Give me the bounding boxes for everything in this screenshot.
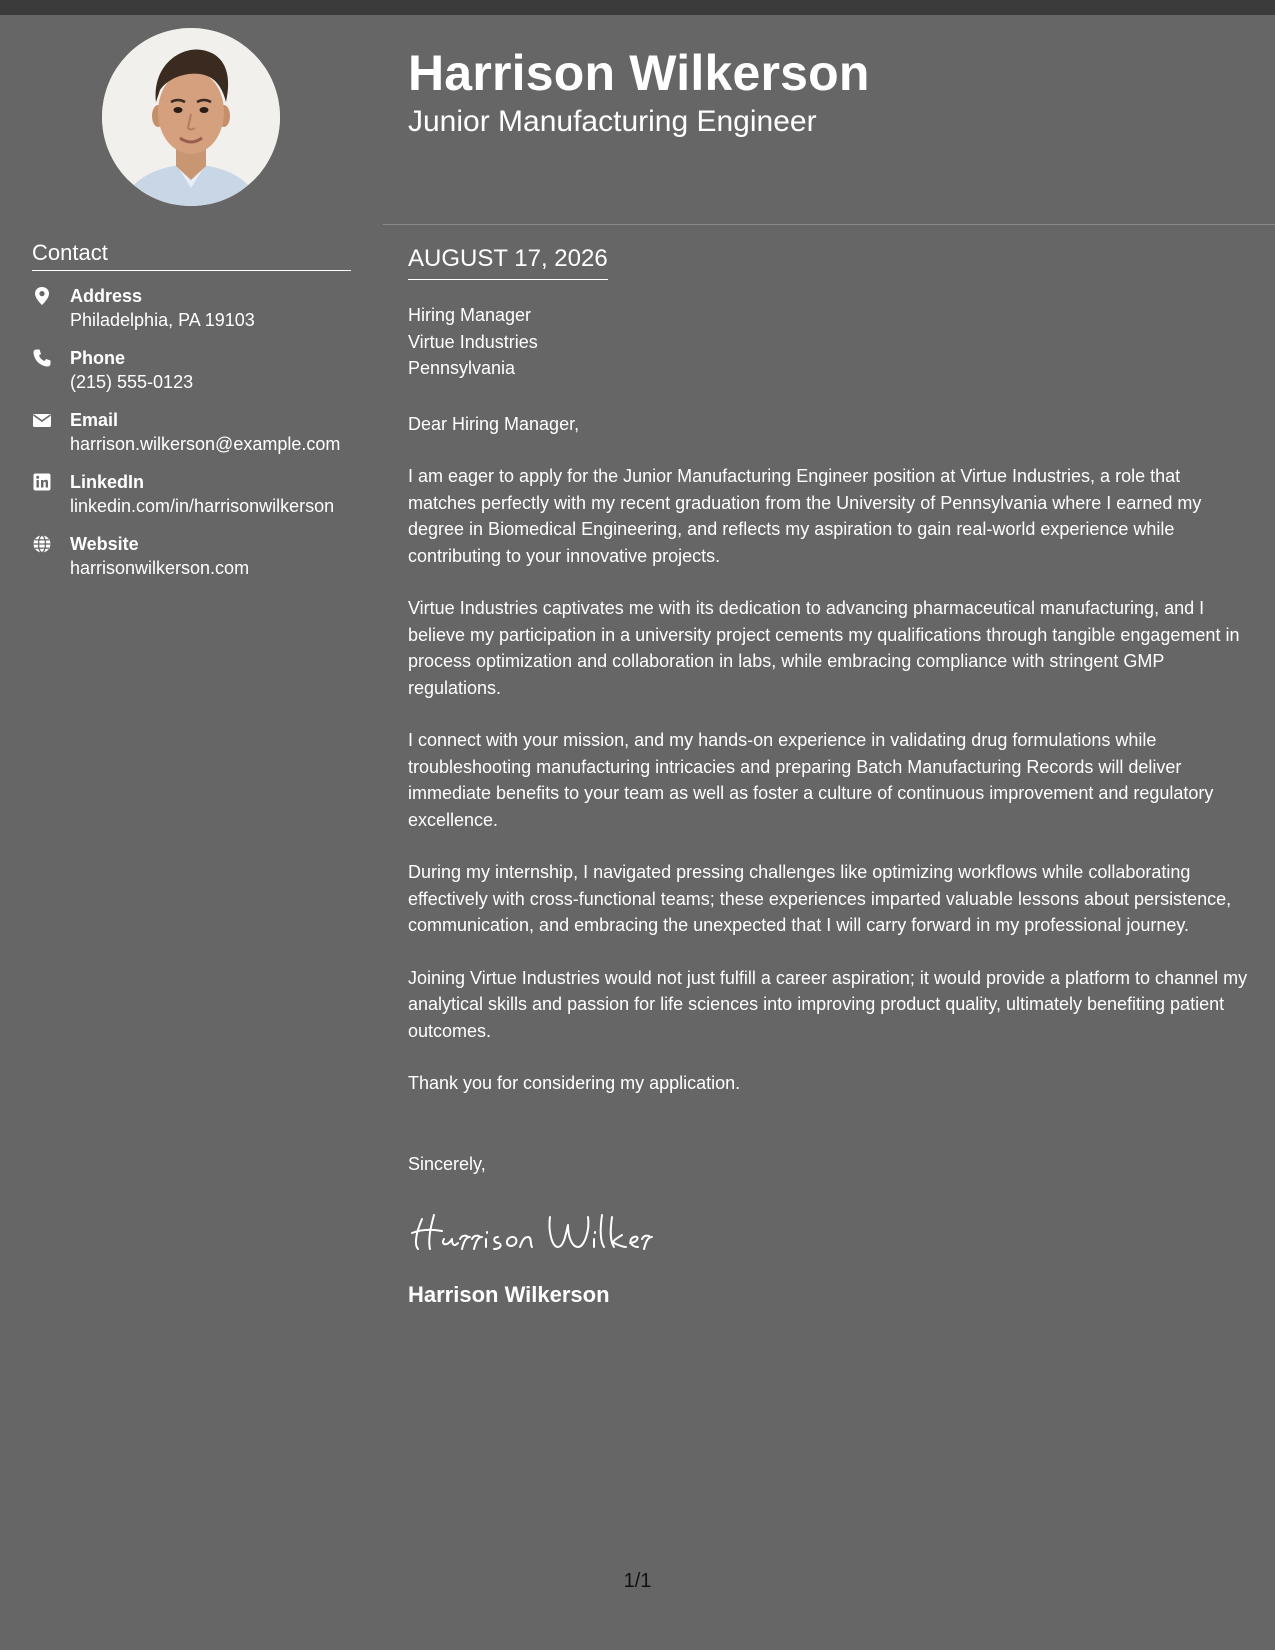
- contact-address-value: Philadelphia, PA 19103: [70, 310, 255, 330]
- letter-paragraph: Thank you for considering my application.: [408, 1073, 741, 1093]
- contact-address: [32, 284, 352, 333]
- contact-email-value[interactable]: harrison.wilkerson@example.com: [70, 434, 341, 454]
- recipient-line: Hiring Manager: [408, 305, 532, 325]
- phone-icon: [32, 348, 52, 368]
- letter-paragraph: I connect with your mission, and my hands-on experience in validating drug formulations while troubleshooting manufacturing intricacies and preparing Batch Manufacturing Records will deliver immediate benefits to your team as well as foster a culture of continuous improvement and regulatory excellence.: [408, 730, 1214, 830]
- letter-paragraph: Virtue Industries captivates me with its dedication to advancing pharmaceutical manufacturing, and I believe my participation in a university project cements my qualifications through tangible engagement in process optimization and collaboration in labs, while embracing compliance with stringent GMP regulations.: [408, 598, 1240, 698]
- contact-heading: Contact: [32, 240, 351, 271]
- closing: Sincerely,: [408, 1153, 486, 1174]
- recipient-line: Virtue Industries: [408, 331, 538, 352]
- contact-email: [32, 408, 352, 457]
- contact-website-label: Website: [70, 534, 139, 554]
- letter-body: [408, 244, 1253, 1308]
- candidate-name: Harrison Wilkerson: [408, 45, 870, 101]
- contact-list: [32, 284, 352, 594]
- contact-address-label: Address: [70, 286, 143, 306]
- globe-icon: [32, 534, 52, 554]
- contact-linkedin: [32, 470, 352, 519]
- contact-linkedin-label: LinkedIn: [70, 472, 145, 492]
- salutation: Dear Hiring Manager,: [408, 413, 580, 434]
- contact-phone-label: Phone: [70, 348, 126, 368]
- contact-phone-value[interactable]: (215) 555-0123: [70, 372, 194, 392]
- recipient-line: Pennsylvania: [408, 358, 516, 378]
- signer-name: Harrison Wilkerson: [408, 1281, 610, 1307]
- contact-email-label: Email: [70, 410, 119, 430]
- job-title: Junior Manufacturing Engineer: [408, 105, 817, 138]
- letter-date: AUGUST 17, 2026: [408, 244, 608, 280]
- recipient-block: [408, 302, 1253, 382]
- signature-image: [408, 1205, 688, 1261]
- page-number: 1/1: [623, 1570, 652, 1592]
- contact-phone: [32, 346, 352, 395]
- contact-linkedin-value[interactable]: linkedin.com/in/harrisonwilkerson: [70, 496, 335, 516]
- letter-paragraph: Joining Virtue Industries would not just fulfill a career aspiration; it would provide a platform to channel my analytical skills and passion for life sciences into improving product quality, ultimately benefiting patient outcomes.: [408, 967, 1248, 1041]
- contact-website: [32, 532, 352, 581]
- map-pin-icon: [32, 286, 52, 306]
- contact-website-value[interactable]: harrisonwilkerson.com: [70, 558, 250, 578]
- linkedin-icon: [32, 472, 52, 492]
- letter-paragraph: During my internship, I navigated pressing challenges like optimizing workflows while collaborating effectively with cross-functional teams; these experiences imparted valuable lessons about persistence, communication, and embracing the unexpected that I will carry forward in my professional journey.: [408, 862, 1232, 935]
- envelope-icon: [32, 410, 52, 430]
- profile-photo: [102, 28, 280, 206]
- top-bar: [0, 0, 1275, 15]
- header-divider: [383, 224, 1275, 225]
- letter-paragraph: I am eager to apply for the Junior Manufacturing Engineer position at Virtue Industries, a role that matches perfectly with my recent graduation from the University of Pennsylvania where I earned my degree in Biomedical Engineering, and reflects my aspiration to gain real-world experience while contributing to your innovative projects.: [408, 466, 1202, 566]
